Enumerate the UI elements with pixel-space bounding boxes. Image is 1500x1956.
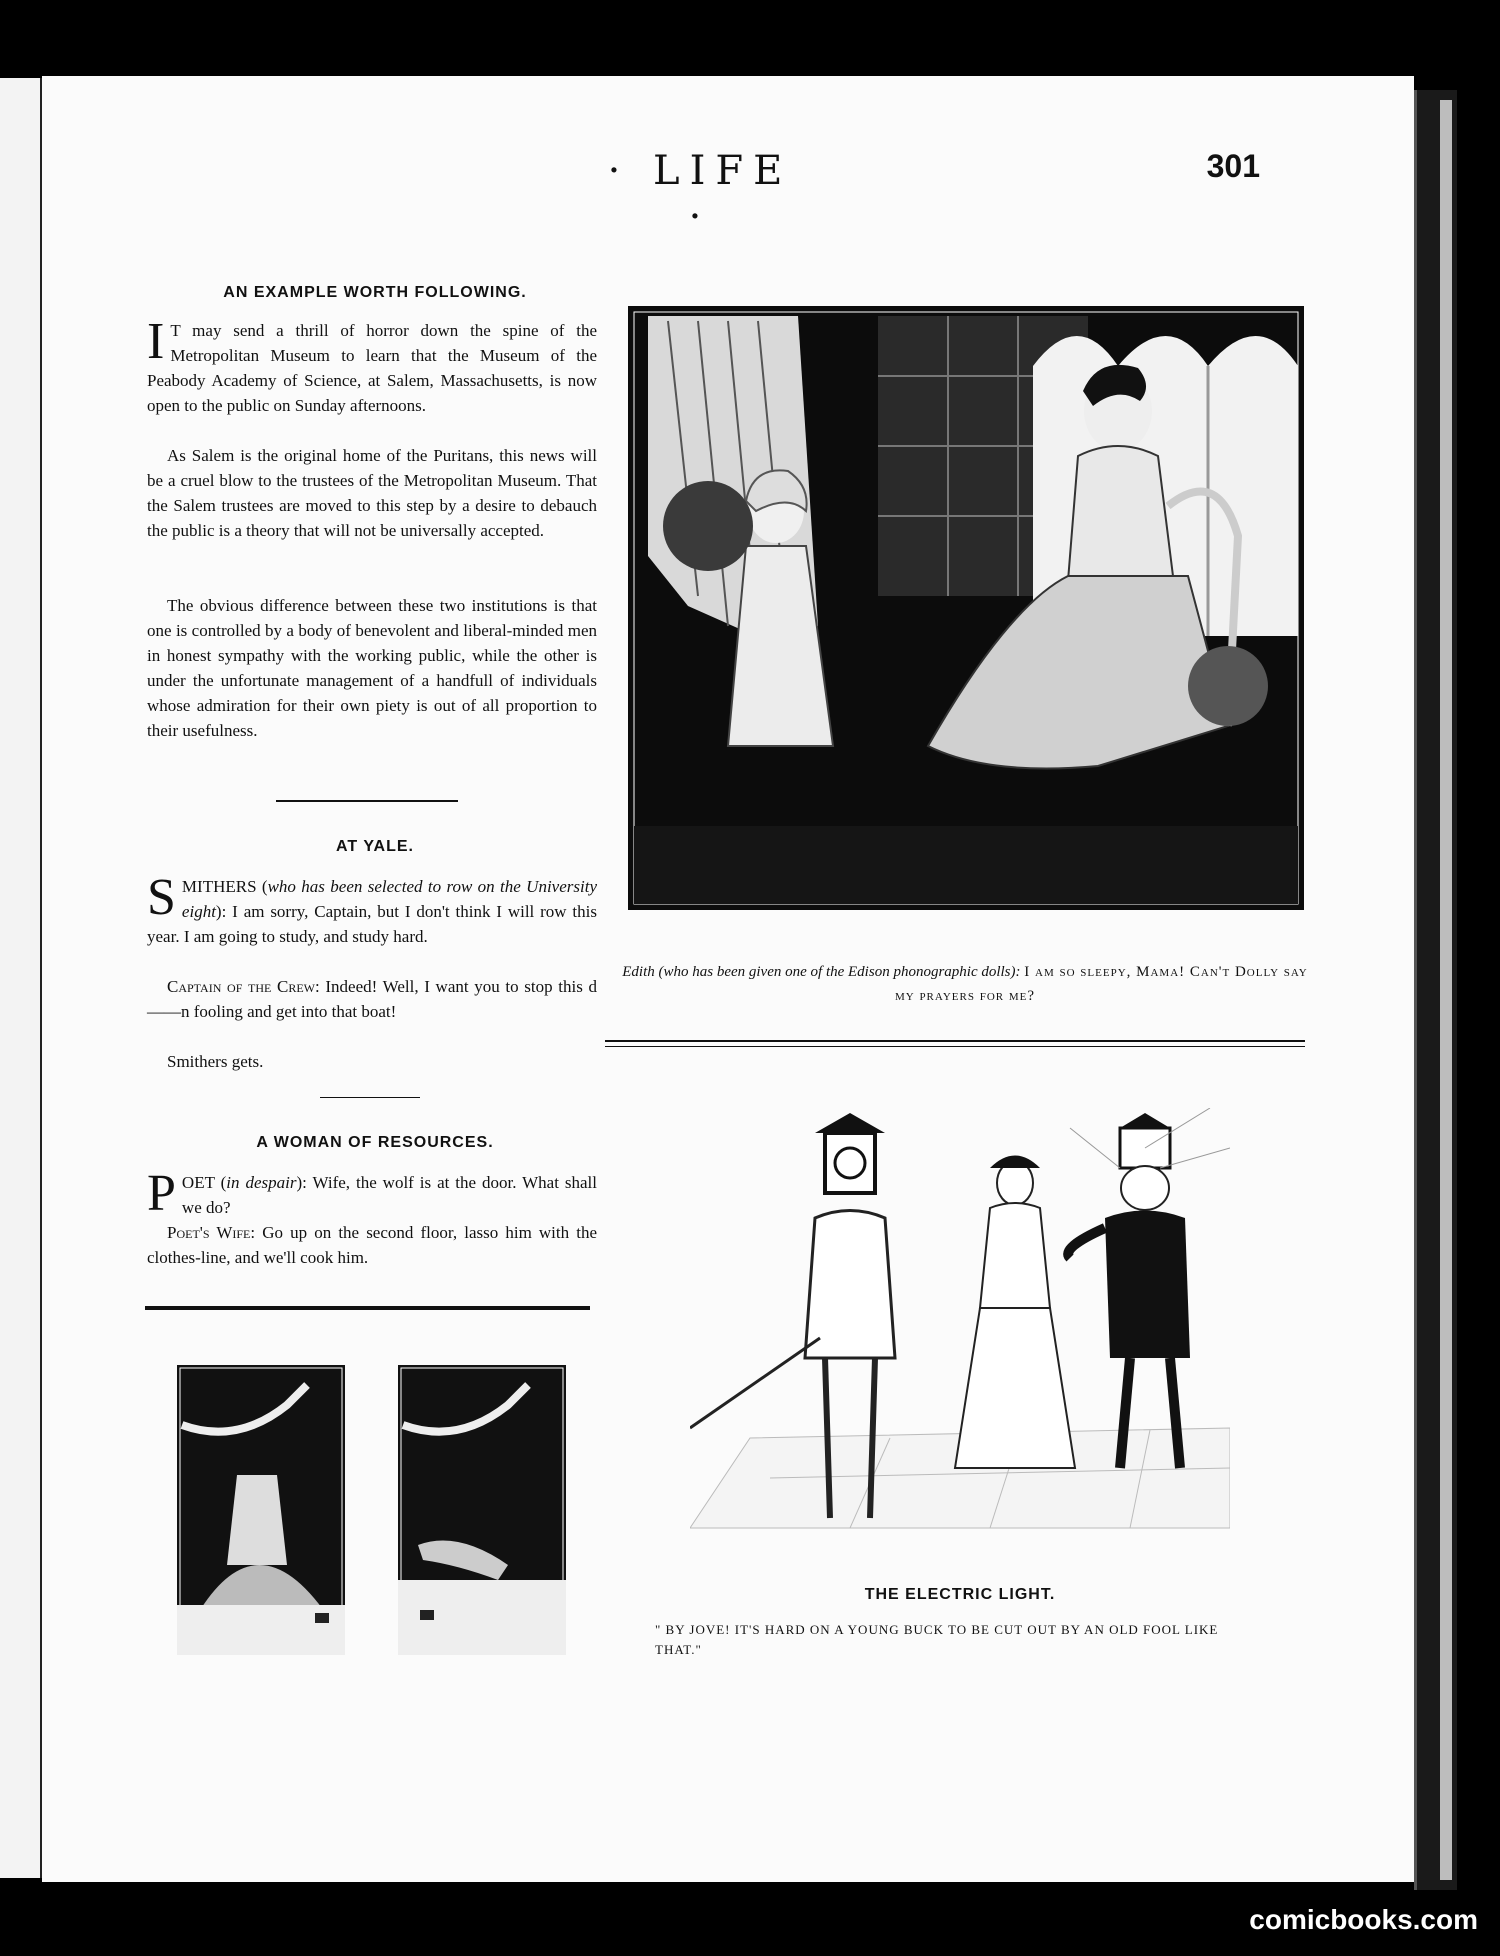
dropcap: I (147, 313, 165, 370)
illustration-electric-light (690, 1108, 1230, 1548)
section-divider (605, 1040, 1305, 1042)
section-divider (276, 800, 458, 802)
article-example-p1 (147, 313, 597, 418)
article-yale-p3: Smithers gets. (167, 1052, 264, 1071)
illustration-caption-edith (620, 960, 1310, 1008)
section-divider (320, 1097, 420, 1098)
illustration-crocodile-panel-2 (398, 1365, 566, 1655)
article-woman-p2 (147, 1220, 597, 1270)
dropcap: S (147, 869, 176, 926)
speaker-name: Poet's Wife (167, 1223, 251, 1242)
article-title-yale: AT YALE. (336, 838, 414, 855)
article-title-example: AN EXAMPLE WORTH FOLLOWING. (223, 284, 527, 301)
section-divider (605, 1046, 1305, 1047)
text-run: OET ( (181, 1173, 227, 1192)
text-run: : Indeed! Well, I want you to stop this d——n fooling and get into that boat! (147, 977, 597, 1021)
text-run: ): I am sorry, Captain, but I don't think I will row this year. I am going to study, and study hard. (147, 902, 597, 946)
section-divider-thick (145, 1306, 590, 1310)
italic-text: in despair (226, 1173, 297, 1192)
article-example-p2: As Salem is the original home of the Puritans, this news will be a cruel blow to the trustees of the Metropolitan Museum. That the Salem trustees are moved to this step by a desire to debauch the public is a theory that will not be universally accepted. (147, 446, 597, 540)
masthead: · LIFE · (607, 148, 793, 240)
italic-text: who has been selected to row on the University eight (181, 877, 597, 921)
illustration-edith-doll (628, 306, 1304, 910)
cartoon-title-electric-light: THE ELECTRIC LIGHT. (864, 1586, 1056, 1603)
right-page-edge-strip (1440, 100, 1452, 1880)
cartoon-caption-electric-light: " BY JOVE! IT'S HARD ON A YOUNG BUCK TO BE CUT OUT BY AN OLD FOOL LIKE THAT." (655, 1622, 1219, 1657)
speaker-name: Edith (622, 964, 655, 980)
speech-text: I am so sleepy, Mama! Can't Dolly say my prayers for me? (894, 964, 1308, 1004)
article-yale-p1 (147, 869, 597, 949)
article-title-woman: A WOMAN OF RESOURCES. (256, 1134, 494, 1151)
text-run: ): Wife, the wolf is at the door. What shall we do? (181, 1173, 597, 1217)
article-woman-p1 (147, 1165, 597, 1222)
illustration-crocodile-panel-1 (177, 1365, 345, 1655)
left-page-edge (0, 78, 42, 1878)
page-number: 301 (1206, 148, 1260, 184)
text-run: : Go up on the second floor, lasso him with the clothes-line, and we'll cook him. (147, 1223, 597, 1267)
aside-text: (who has been given one of the Edison phonographic dolls): (654, 964, 1025, 980)
article-yale-p2 (147, 974, 597, 1024)
speaker-name: Captain of the Crew (167, 977, 316, 996)
dropcap: P (147, 1165, 176, 1222)
text-run: MITHERS ( (181, 877, 268, 896)
watermark: comicbooks.com (1249, 1904, 1478, 1935)
paragraph-text: T may send a thrill of horror down the spine of the Metropolitan Museum to learn that the Museum of the Peabody Academy of Science, at Salem, Massachusetts, is now open to the public on Sunday afternoons. (147, 321, 597, 415)
article-example-p3: The obvious difference between these two institutions is that one is controlled by a body of benevolent and liberal-minded men in honest sympathy with the working public, while the other is under the unfortunate management of a handfull of individuals whose admiration for their own piety is out of all proportion to their usefulness. (147, 596, 597, 740)
